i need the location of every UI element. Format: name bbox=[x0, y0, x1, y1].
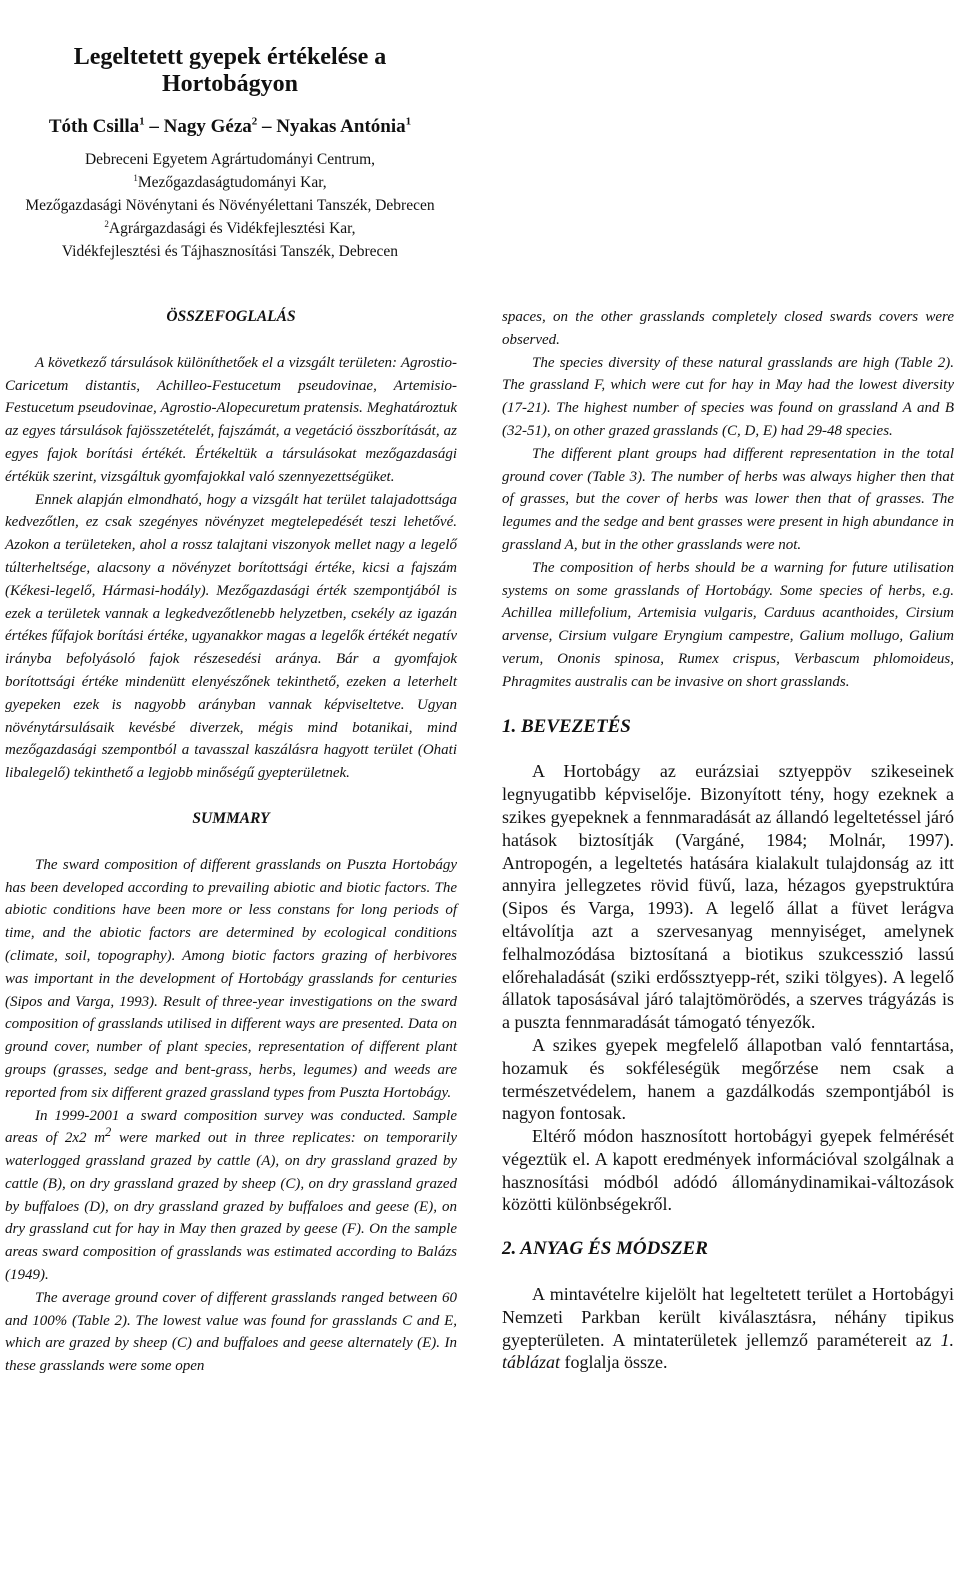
summary-text: In 1999-2001 a sward composition survey was conducted. Sample areas of 2x2 m bbox=[5, 1107, 457, 1147]
author-1: Tóth Csilla bbox=[48, 116, 140, 137]
affiliation-line: Mezőgazdasági Növénytani és Növényélettani Tanszék, Debrecen bbox=[25, 197, 435, 214]
summary-paragraph: The sward composition of different grasslands on Puszta Hortobágy has been developed according to prevailing abiotic and biotic factors. The abiotic conditions have been more or less constans for long periods of time, and the abiotic factors are determined by ecological conditions (climate, soil, topography). Among biotic factors grazing of herbivores was important in the development of Hortobágy grasslands for centuries (Sipos and Varga, 1993). Result of three-year investigations on the sward composition of grasslands utilised in different ways are presented. Data on ground cover, number of plant species, representation of different plant groups (grasses, sedge and bent-grass, herbs, legumes) and weeds are reported from six different grazed grassland types from Puszta Hortobágy. bbox=[5, 856, 457, 1101]
author-list bbox=[0, 116, 460, 138]
summary-paragraph: The average ground cover of different grasslands ranged between 60 and 100% (Table 2). The lowest value was found for grasslands C and E, which are grazed by sheep (C) and buffaloes and geese alternately (E). In these grasslands were some open bbox=[5, 1289, 457, 1375]
table-reference: 1. táblázat bbox=[502, 1329, 954, 1373]
section-heading-bevezetes: 1. BEVEZETÉS bbox=[502, 715, 631, 737]
author-separator: – bbox=[144, 116, 164, 137]
summary-paragraph bbox=[5, 1105, 457, 1287]
author-separator: – bbox=[257, 116, 277, 137]
summary-paragraph: spaces, on the other grasslands completely closed swards covers were observed. bbox=[502, 309, 954, 348]
left-column bbox=[5, 306, 457, 1378]
osszefoglalas-heading: ÖSSZEFOGLALÁS bbox=[166, 308, 296, 325]
body-paragraph: Eltérő módon hasznosított hortobágyi gyepek felmérését végeztük el. A kapott eredmények információval szolgálnak a hasznosítási módból adódó állománydinamikai-változások közötti különbségekről. bbox=[502, 1126, 954, 1215]
affiliations bbox=[0, 148, 460, 263]
paper-title: Legeltetett gyepek értékelése a Hortobágyon bbox=[73, 44, 387, 97]
methods-body bbox=[502, 1283, 954, 1374]
affiliation-mark: 1 bbox=[133, 172, 138, 183]
right-column bbox=[502, 306, 954, 1374]
summary-paragraph: The different plant groups had different representation in the total ground cover (Table 3). The number of herbs was always higher then that of grasses, but the cover of herbs was lower then that of grasses. The legumes and the sedge and bent grasses were present in high abundance in grassland A, but in the other grasslands were not. bbox=[502, 445, 954, 553]
affiliation-line: Vidékfejlesztési és Tájhasznosítási Tanszék, Debrecen bbox=[61, 243, 399, 260]
affiliation-line bbox=[0, 171, 460, 194]
abstract-paragraph: Ennek alapján elmondható, hogy a vizsgált hat terület talajadottsága kedvezőtlen, ez csak szegényes növényzet megtelepedését teszi lehetővé. Azokon a területeken, ahol a rossz talajtani viszonyok mellet nagy a legelő túlterheltsége, alacsony a növényzet borítottsági értéke, kicsi a fajszám (Kékesi-legelő, Hármasi-hodály). Mezőgazdasági érték szempontjából is ezek a területek vannak a legkedvezőtlenebb helyzetben, csekély az igazán értékes fűfajok borítási értéke, ugyanakkor magas a legelők értékét negatív irányba befolyásoló fajok részesedési aránya. Bár a gyomfajok borítottsági értéke mindenütt elenyészőnek tekinthető, ezeken a leterhelt gyepeken ezek is nagyobb arányban vannak képviseltetve. Ugyan növénytársulásaik kevésbé diverzek, mégis mind botanikai, mind mezőgazdasági szempontból a tavasszal kaszálásra hagyott terület (Ohati libalegelő) tekinthető a legjobb minőségű gyepterületnek. bbox=[5, 491, 457, 782]
body-text: foglalja össze. bbox=[560, 1352, 668, 1373]
body-paragraph: A Hortobágy az eurázsiai sztyeppöv szikeseinek legnyugatibb képviselője. Bizonyított tény, hogy ezeknek a szikes gyepeknek a fennmaradását az állandó legeltetéssel járó hatások biztosítják (Vargáné, 1984; Molnár, 1997). Antropogén, a legeltetés hatására kialakult tulajdonság az itt annyira jellegzetes rövid füvű, laza, hézagos gyepstruktúra (Sipos és Varga, 1993). A legelő állat a füvet lerágva eltávolítja azt a szervesanyag mennyiséget, amelynek felhalmozódása biztosítaná a biotikus szukcesszió lassú előrehaladását (sziki erdőssztyepp-rét, sziki tölgyes). A legelő állatok taposásával járó talajtömörödés, a szerves trágyázás is a puszta fennmaradását támogató tényezők. bbox=[502, 761, 954, 1033]
affiliation-line bbox=[0, 217, 460, 240]
author-3-affiliation-mark: 1 bbox=[405, 115, 412, 128]
body-text: A mintavételre kijelölt hat legeltetett terület a Hortobágyi Nemzeti Parkban került kiválasztásra, néhány tipikus gyepterületen. A mintaterületek jellemző paramétereit az bbox=[502, 1284, 954, 1350]
body-paragraph bbox=[502, 1283, 954, 1374]
superscript: 2 bbox=[105, 1125, 112, 1140]
affiliation-text: Mezőgazdaságtudományi Kar, bbox=[137, 174, 327, 191]
summary-paragraph: The species diversity of these natural grasslands are high (Table 2). The grassland F, which were cut for hay in May had the lowest diversity (17-21). The highest number of species was found on grassland A and B (32-51), on other grazed grasslands (C, D, E) had 29-48 species. bbox=[502, 354, 954, 439]
summary-text: were marked out in three replicates: on temporarily waterlogged grassland grazed by cattle (A), on dry grassland grazed by cattle (B), on dry grassland grazed by sheep (C), on dry grassland grazed by buffaloes (D), on dry grassland grazed by buffaloes and geese (E), on dry grassland cut for hay in May then grazed by geese (F). On the sample areas sward composition of grasslands was estimated according to Balázs (1949). bbox=[5, 1130, 457, 1284]
author-1-affiliation-mark: 1 bbox=[139, 115, 145, 128]
affiliation-text: Agrárgazdasági és Vidékfejlesztési Kar, bbox=[108, 220, 356, 237]
section-heading-anyag: 2. ANYAG ÉS MÓDSZER bbox=[502, 1238, 708, 1260]
author-2: Nagy Géza bbox=[163, 116, 252, 137]
affiliation-line: Debreceni Egyetem Agrártudományi Centrum, bbox=[84, 151, 376, 168]
summary-heading: SUMMARY bbox=[192, 809, 270, 827]
summary-paragraph: The composition of herbs should be a warning for future utilisation systems on some grasslands of Hortobágy. Some species of herbs, e.g. Achillea millefolium, Artemisia vulgaris, Carduus acanthoides, Cirsium arvense, Cirsium vulgare Eryngium campestre, Galium mollugo, Galium verum, Ononis spinosa, Rumex crispus, Verbascum phlomoideus, Phragmites australis can be invasive on short grasslands. bbox=[502, 559, 954, 690]
affiliation-mark: 2 bbox=[104, 218, 109, 229]
author-2-affiliation-mark: 2 bbox=[251, 115, 258, 128]
abstract-paragraph: A következő társulások különíthetőek el a vizsgált területen: Agrostio-Caricetum distantis, Achilleo-Festucetum pseudovinae, Artemisio-Festucetum pseudovinae, Agrostio-Alopecuretum pratensis. Meghatároztuk az egyes társulások fajösszetételét, fajszámát, a vegetáció összborítását, az egyes fajok borítási értékét. Értékeltük a társulásokat mezőgazdasági értékük szerint, vizsgáltuk gyomfajokkal való szennyezettségüket. bbox=[5, 354, 457, 485]
introduction-body bbox=[502, 760, 954, 1216]
author-3: Nyakas Antónia bbox=[276, 116, 406, 137]
body-paragraph: A szikes gyepek megfelelő állapotban való fenntartása, hozamuk és sokféleségük megőrzése nem csak a természetvédelem, hanem a gazdálkodás szempontjából is nagyon fontosak. bbox=[502, 1034, 954, 1124]
